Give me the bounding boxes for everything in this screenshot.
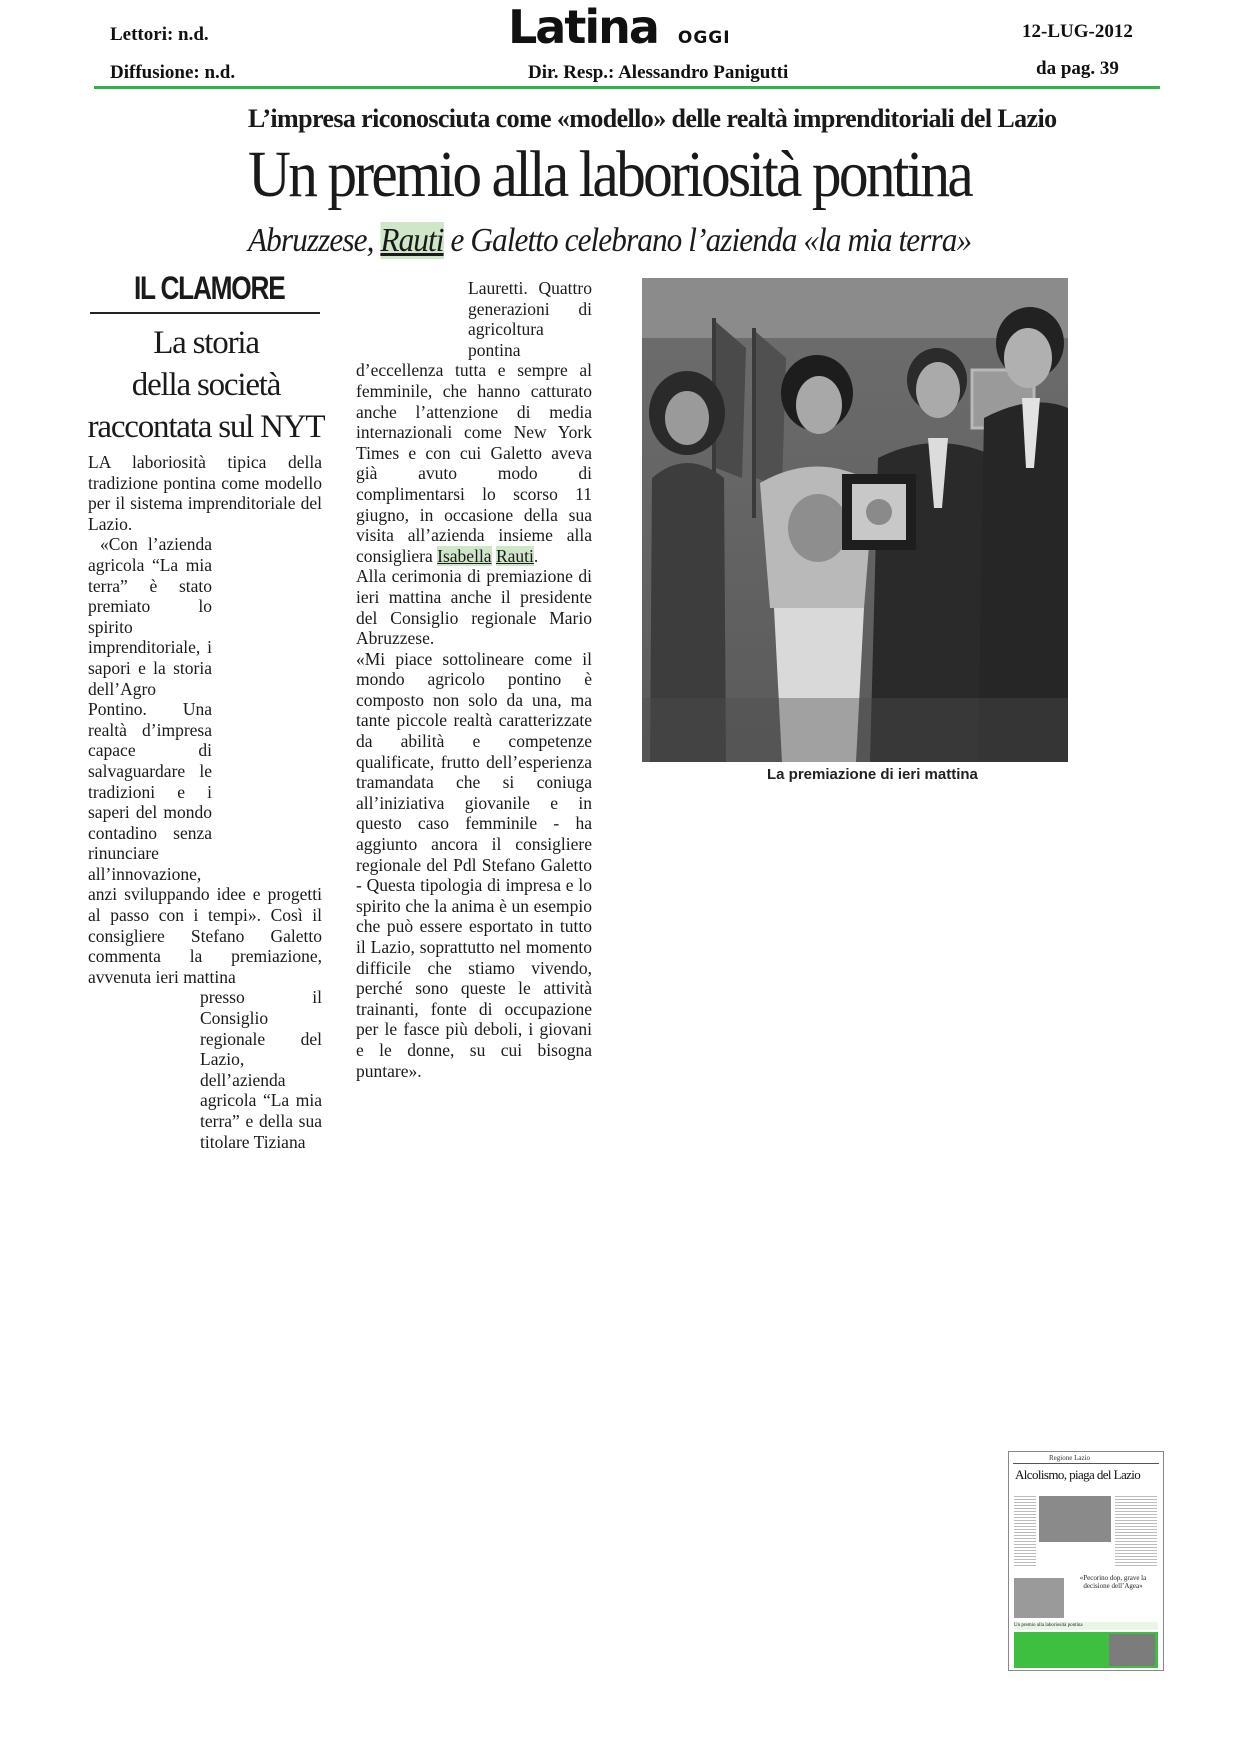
thumbnail-rule [1013, 1463, 1159, 1464]
circulation-label: Diffusione: n.d. [110, 62, 236, 83]
sidebar-title-line2: della società [131, 367, 281, 403]
section-label: IL CLAMORE [134, 270, 285, 306]
thumbnail-sub-headline: «Pecorino dop, grave la decisione dell’Agea» [1079, 1574, 1147, 1590]
readers-label: Lettori: n.d. [110, 24, 209, 45]
column1-paragraph-2c: presso il Consiglio regionale del Lazio, dell’azienda agricola “La mia terra” e della sua titolare Tiziana [200, 987, 322, 1152]
column1-paragraph-2b: anzi sviluppando idee e progetti al passo con i tempi». Così il consigliere Stefano Galetto commenta la premiazione, avvenuta ieri mattina [88, 884, 322, 987]
column2-paragraph-3: «Mi piace sottolineare come il mondo agricolo pontino è composto non solo da una, ma tante piccole realtà caratterizzate da abilità e competenze qualificate, frutto dell’esperienza tramandata che si coniuga all’iniziativa giovanile e in questo caso femminile - ha aggiunto ancora il consigliere regionale del Pdl Stefano Galetto - Questa tipologia di impresa e lo spirito che la anima è un esempio che può essere esportato in tutto il Lazio, soprattutto nel momento difficile che stiamo vivendo, perché sono queste le attività trainanti, fonte di occupazione per le fasce più deboli, i giovani e le donne, su cui bisogna puntare». [356, 648, 592, 1081]
subhead-highlight: Rauti [380, 222, 444, 259]
thumbnail-photo [1039, 1496, 1111, 1542]
column-1 [88, 452, 322, 1152]
photo-caption: La premiazione di ieri mattina [767, 766, 978, 783]
column2-paragraph-1a: Lauretti. Quattro generazioni di agricoltura pontina [468, 278, 592, 360]
thumbnail-section: Regione Lazio [1049, 1454, 1091, 1462]
column2-paragraph-1b-text: d’eccellenza tutta e sempre al femminile, che hanno catturato anche l’attenzione di media internazionali come New York Times e con cui Galetto aveva già avuto modo di complimentarsi lo scorso 11 giugno, in occasione della sua visita all’azienda insieme alla consigliera [356, 360, 592, 566]
page-thumbnail[interactable] [1008, 1451, 1164, 1671]
article-headline: Un premio alla laboriosità pontina [248, 138, 972, 211]
logo-sub: OGGI [677, 28, 731, 48]
subhead-part2: e Galetto celebrano l’azienda «la mia terra» [443, 222, 972, 259]
name-rauti: Rauti [495, 545, 534, 566]
column1-paragraph-2a: «Con l’azienda agricola “La mia terra” è stato premiato lo spirito imprenditoriale, i sapori e la storia dell’Agro Pontino. Una realtà d’impresa capace di salvaguardare le tradizioni e i saperi del mondo contadino senza rinunciare all’innovazione, [88, 534, 212, 884]
director-label: Dir. Resp.: Alessandro Panigutti [528, 62, 789, 83]
date-label: 12-LUG-2012 [1022, 21, 1133, 42]
thumbnail-photo-2 [1014, 1578, 1064, 1618]
column2-paragraph-1b: d’eccellenza tutta e sempre al femminile, che hanno catturato anche l’attenzione di media internazionali come New York Times e con cui Galetto aveva già avuto modo di complimentarsi lo scorso 11 giugno, in occasione della sua visita all’azienda insieme alla consigliera Isabella Rauti. [356, 360, 592, 566]
award-photo [642, 278, 1068, 762]
thumbnail-footer: Un premio alla laboriosità pontina [1014, 1622, 1158, 1630]
subhead-part1: Abruzzese, [248, 222, 381, 259]
sidebar-title-line3: raccontata sul NYT [87, 409, 325, 445]
thumbnail-text-left [1014, 1496, 1036, 1566]
thumbnail-headline: Alcolismo, piaga del Lazio [1015, 1467, 1141, 1482]
thumbnail-text-right [1115, 1496, 1157, 1566]
masthead-logo [508, 0, 731, 54]
name-isabella: Isabella [437, 545, 492, 566]
column-2 [356, 278, 592, 1081]
sidebar-title-line1: La storia [153, 325, 259, 361]
header-rule [94, 86, 1160, 89]
photo-illustration [642, 278, 1068, 762]
sidebar-title [86, 322, 326, 448]
article-kicker: L’impresa riconosciuta come «modello» delle realtà imprenditoriali del Lazio [248, 104, 1057, 133]
section-rule [90, 312, 320, 314]
thumbnail-green-photo [1109, 1634, 1155, 1666]
column2-paragraph-2: Alla cerimonia di premiazione di ieri mattina anche il presidente del Consiglio regionale Mario Abruzzese. [356, 566, 592, 649]
column1-paragraph-1: LA laboriosità tipica della tradizione pontina come modello per il sistema imprenditoriale del Lazio. [88, 452, 322, 534]
article-subhead [248, 222, 971, 260]
logo-main: Latina [508, 0, 658, 54]
page-label: da pag. 39 [1036, 58, 1119, 79]
